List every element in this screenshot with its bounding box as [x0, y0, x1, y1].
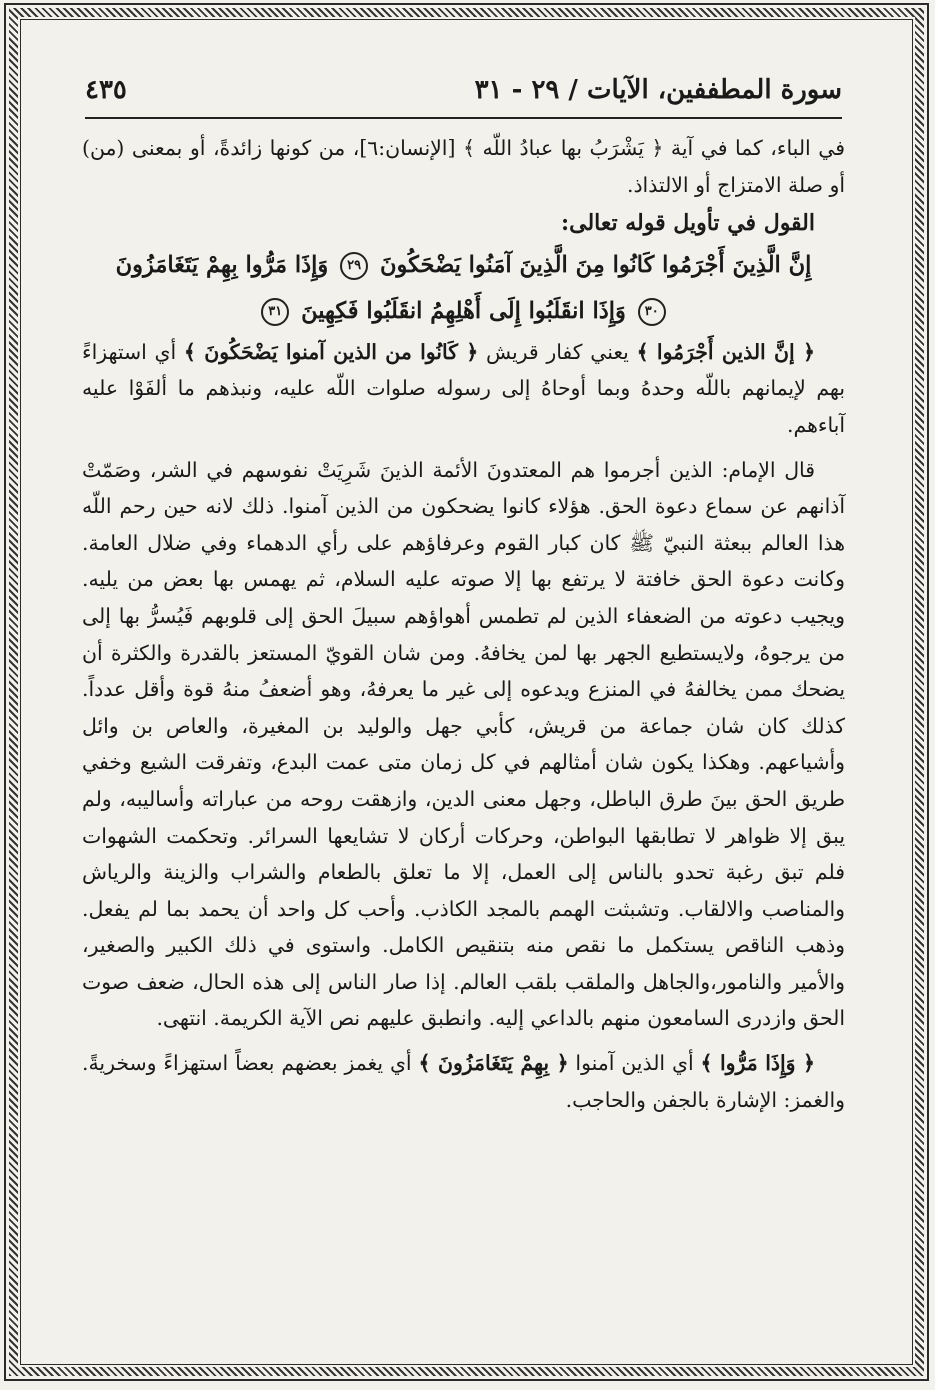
ayah-marker-31: ٣١ — [261, 298, 289, 326]
quote-4: ﴿ بِهِمْ يَتَغَامَزُونَ ﴾ — [418, 1051, 569, 1076]
section-heading: القول في تأويل قوله تعالى: — [561, 210, 815, 237]
quote-2: ﴿ كَانُوا من الذين آمنوا يَضْحَكُونَ ﴾ — [183, 339, 479, 364]
page-header — [85, 70, 842, 110]
paragraph-2-text-a: يعني كفار قريش — [478, 339, 637, 364]
verse-30-text: وَإِذَا مَرُّوا بِهِمْ يَتَغَامَزُونَ — [115, 251, 329, 278]
paragraph-2-text-b: أي استهزاءً بهم لإيمانهم باللّه وحدهُ وبما أوحاهُ إلى رسوله صلوات اللّه عليه، ونبذهم ما ألفَوْا عليه آباءهم. — [82, 339, 845, 437]
paragraph-4-text-b: أي يغمز بعضهم بعضاً استهزاءً وسخريةً. والغمز: الإشارة بالجفن والحاجب. — [82, 1051, 845, 1112]
page-number: ٤٣٥ — [85, 75, 127, 105]
verse-31-text: وَإِذَا انقَلَبُوا إِلَى أَهْلِهِمُ انقَلَبُوا فَكِهِينَ — [301, 297, 626, 324]
quote-1: ﴿ إنَّ الذين أَجْرَمُوا ﴾ — [636, 339, 815, 364]
quran-verse-line-2 — [82, 288, 845, 334]
header-divider — [85, 117, 842, 119]
verse-29-text: إِنَّ الَّذِينَ أَجْرَمُوا كَانُوا مِنَ الَّذِينَ آمَنُوا يَضْحَكُونَ — [379, 251, 812, 278]
page-body — [82, 130, 845, 1118]
paragraph-3: قال الإمام: الذين أجرموا هم المعتدونَ الأئمة الذينَ شَرِيَتْ نفوسهم في الشر، وصَمّتْ آذانهم عن سماع دعوة الحق. هؤلاء كانوا يضحكون من الذين آمنوا. ذلك لانه حين رحم اللّه هذا العالم ببعثة النبيّ ﷺ كان كبار القوم وعرفاؤهم على رأي الدهماء وفي ضلال العامة. وكانت دعوة الحق خافتة لا يرتفع بها إلا صوته عليه السلام، ثم يهمس بها بعض من يليه. ويجيب دعوته من الضعفاء الذين لم تطمس أهواؤهم سبيلَ الحق إلى قلوبهم فَيُسرُّ بها إلى من يرجوهُ، ولايستطيع الجهر بها لمن يخافهُ. ومن شان القويّ المستعز بالقدرة والكثرة أن يضحك ممن يخالفهُ في المنزع ويدعوه إلى غير ما يعرفهُ، وهو أضعفُ منهُ قوة وأقل عدداً. كذلك كان شان جماعة من قريش، كأبي جهل والوليد بن المغيرة، والعاص بن وائل وأشياعهم. وهكذا يكون شان أمثالهم في كل زمان متى عمت البدع، وتفرقت الشيع وخفي طريق الحق بينَ طرق الباطل، وجهل معنى الدين، وازهقت روحه من عباراته وأساليبه، ولم يبق إلا ظواهر لا تطابقها البواطن، وحركات أركان لا تشايعها السرائر. وتحكمت الشهوات فلم تبق رغبة تحدو بالناس إلى العمل، إلا ما تعلق بالطعام والشراب والزينة والرياش والمناصب والالقاب. وتشبثت الهمم بالمجد الكاذب. وأحب كل واحد أن يحمد بما لم يفعل. وذهب الناقص يستكمل ما نقص منه بتنقيص الكامل. واستوى في ذلك الكبير والصغير، والأمير والنامور،والجاهل والملقب بلقب العالم. إذا صار الناس إلى هذه الحال، ضعف صوت الحق وازدرى السامعون منهم بالداعي إليه. وانطبق عليهم نص الآية الكريمة. انتهى. — [82, 457, 845, 1031]
quran-verse-line-1 — [82, 242, 845, 288]
ayah-marker-30: ٣٠ — [638, 298, 666, 326]
paragraph-1: في الباء، كما في آية ﴿ يَشْرَبُ بها عبادُ اللّه ﴾ [الإنسان:٦]، من كونها زائدةً، أو بمعنى (من) أو صلة الامتزاج أو الالتذاذ. — [82, 136, 845, 197]
surah-title: سورة المطففين، الآيات / ٢٩ - ٣١ — [474, 75, 842, 105]
paragraph-4-text-a: أي الذين آمنوا — [568, 1051, 701, 1076]
paragraph-2 — [82, 334, 845, 444]
paragraph-4 — [82, 1045, 845, 1118]
ayah-marker-29: ٢٩ — [340, 252, 368, 280]
quote-3: ﴿ وَإِذَا مَرُّوا ﴾ — [700, 1051, 815, 1076]
